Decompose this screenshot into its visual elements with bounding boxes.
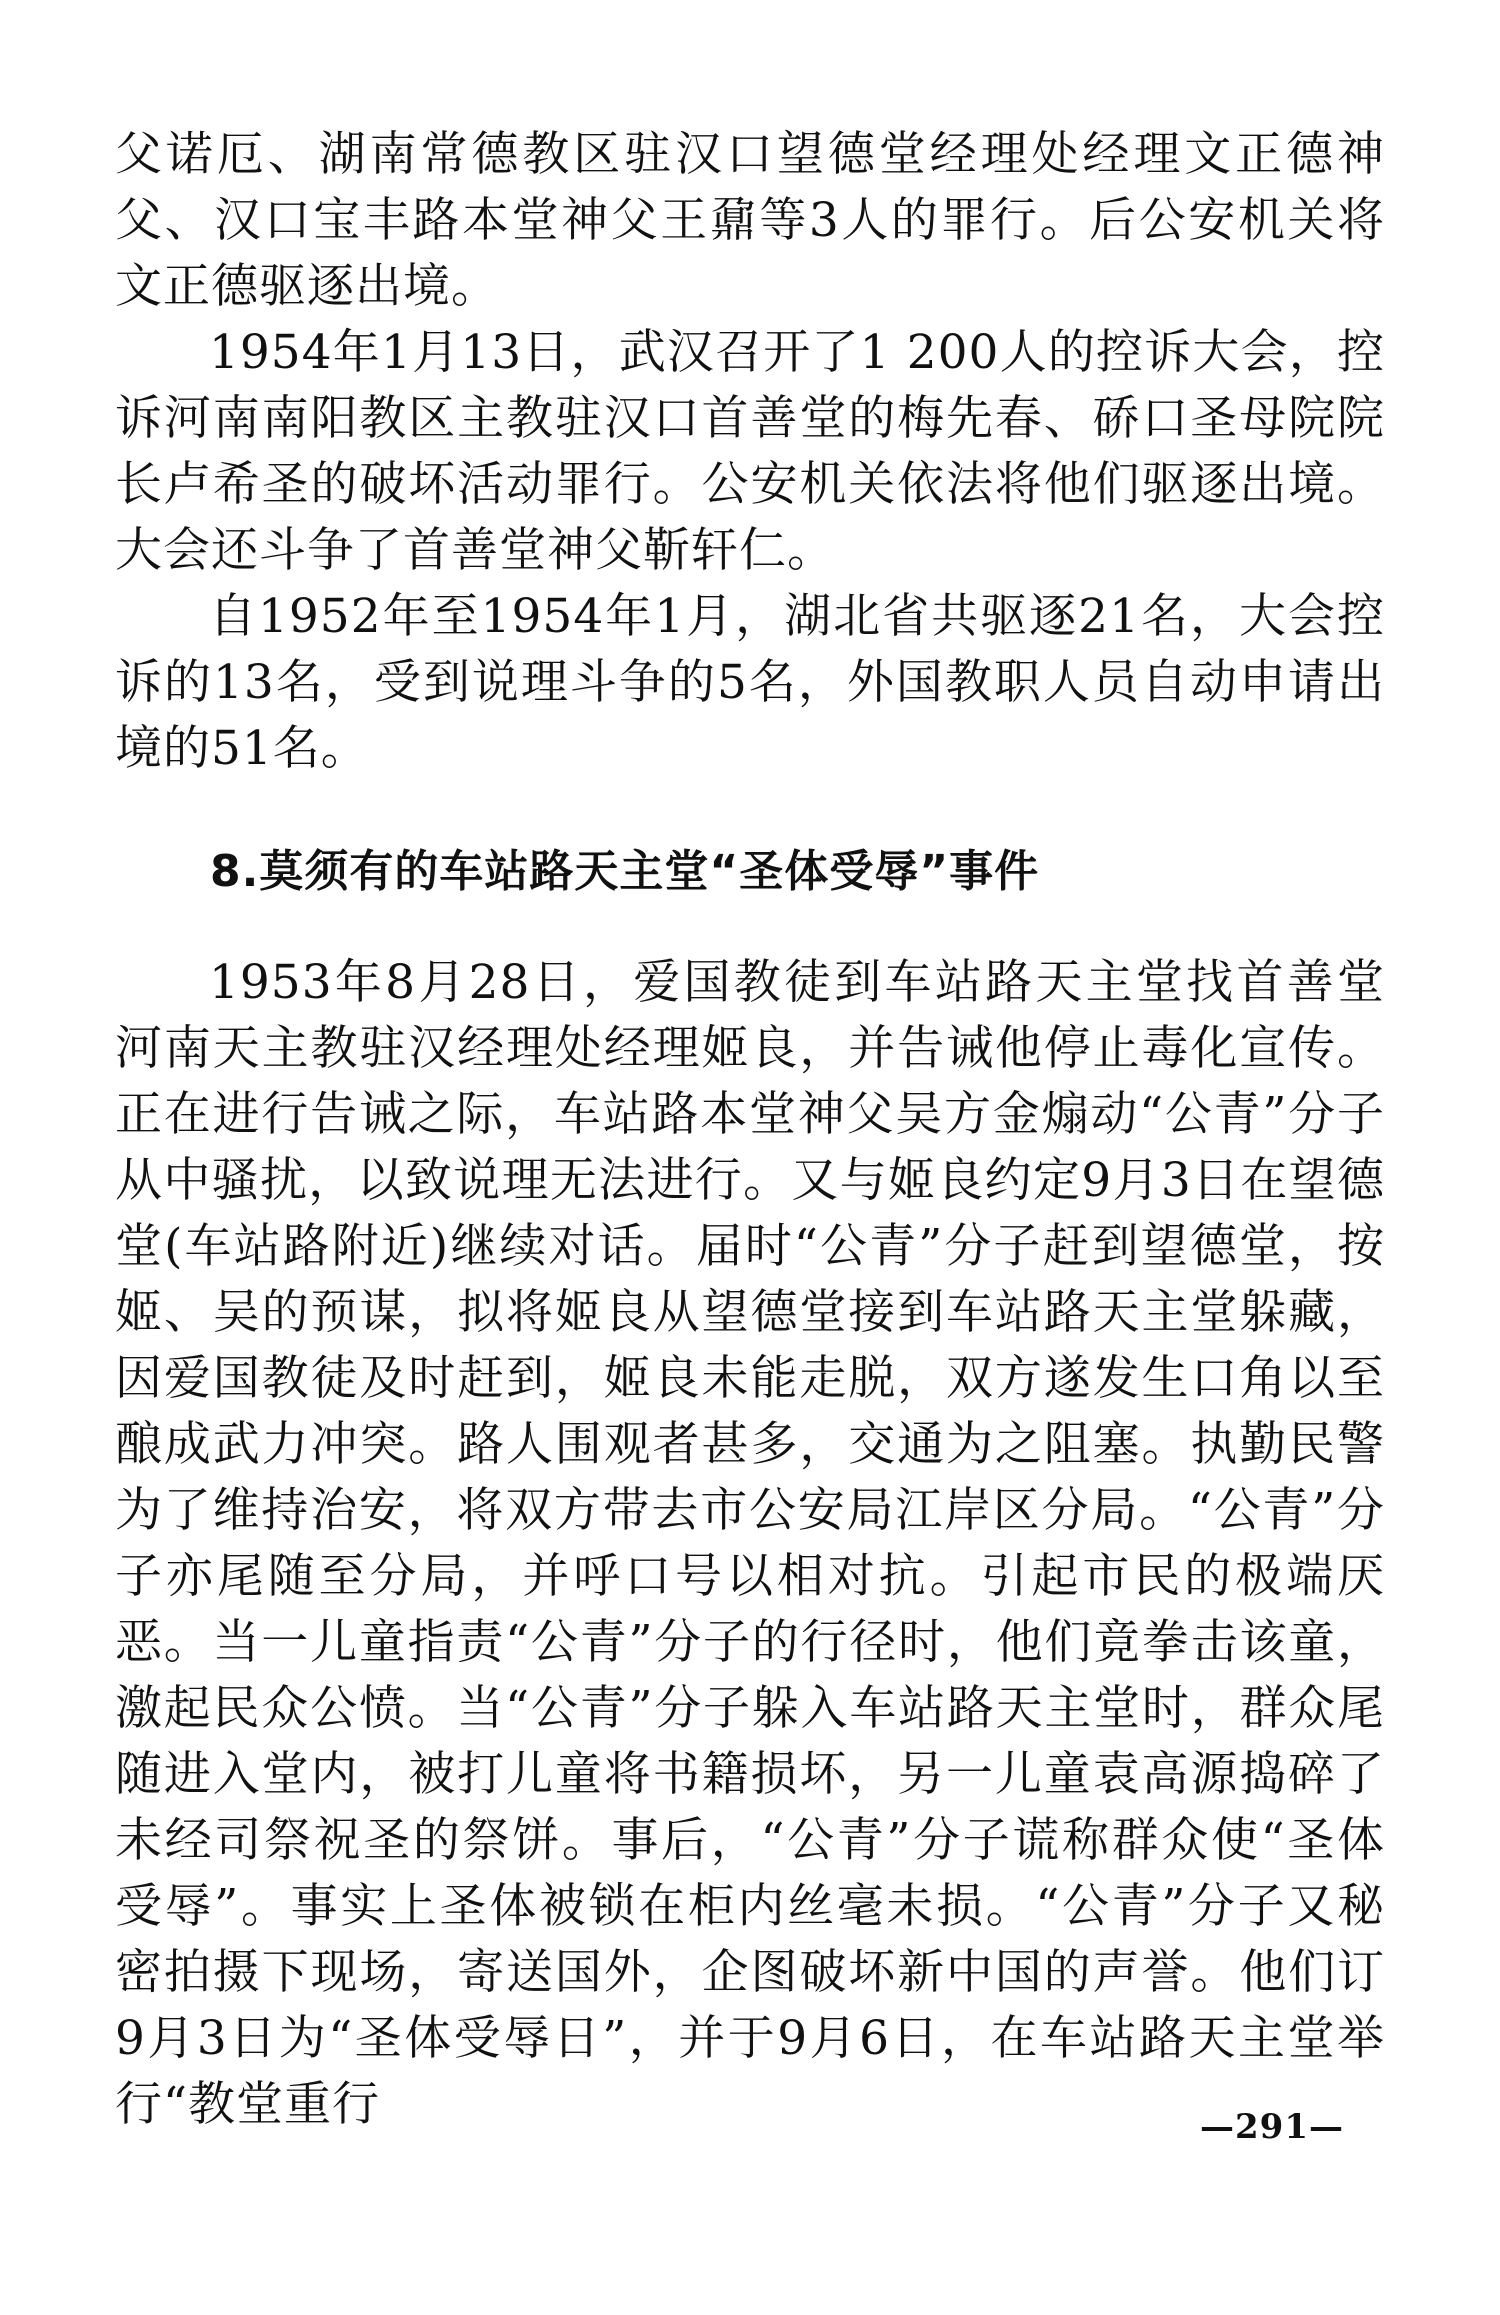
- paragraph-2: 1954年1月13日，武汉召开了1 200人的控诉大会，控诉河南南阳教区主教驻汉口首善堂的梅先春、硚口圣母院院长卢希圣的破坏活动罪行。公安机关依法将他们驱逐出境。大会还斗争了首善堂神父靳轩仁。: [115, 325, 1385, 578]
- paragraph-3: 自1952年至1954年1月，湖北省共驱逐21名，大会控诉的13名，受到说理斗争的5名，外国教职人员自动申请出境的51名。: [115, 589, 1385, 776]
- page-number: —291—: [1200, 2107, 1344, 2147]
- paragraph-1: 父诺厄、湖南常德教区驻汉口望德堂经理处经理文正德神父、汉口宝丰路本堂神父王鼐等3人的罪行。后公安机关将文正德驱逐出境。: [115, 127, 1385, 314]
- section-paragraph: 1953年8月28日，爱国教徒到车站路天主堂找首善堂河南天主教驻汉经理处经理姬良，并告诫他停止毒化宣传。正在进行告诫之际，车站路本堂神父吴方金煽动“公青”分子从中骚扰，以致说理无法进行。又与姬良约定9月3日在望德堂(车站路附近)继续对话。届时“公青”分子赶到望德堂，按姬、吴的预谋，拟将姬良从望德堂接到车站路天主堂躲藏，因爱国教徒及时赶到，姬良未能走脱，双方遂发生口角以至酿成武力冲突。路人围观者甚多，交通为之阻塞。执勤民警为了维持治安，将双方带去市公安局江岸区分局。“公青”分子亦尾随至分局，并呼口号以相对抗。引起市民的极端厌恶。当一儿童指责“公青”分子的行径时，他们竟拳击该童，激起民众公愤。当“公青”分子躲入车站路天主堂时，群众尾随进入堂内，被打儿童将书籍损坏，另一儿童袁高源捣碎了未经司祭祝圣的祭饼。事后，“公青”分子谎称群众使“圣体受辱”。事实上圣体被锁在柜内丝毫未损。“公青”分子又秘密拍摄下现场，寄送国外，企图破坏新中国的声誉。他们订9月3日为“圣体受辱日”，并于9月6日，在车站路天主堂举行“教堂重行: [115, 955, 1385, 2132]
- section-heading: 8.莫须有的车站路天主堂“圣体受辱”事件: [210, 846, 1040, 897]
